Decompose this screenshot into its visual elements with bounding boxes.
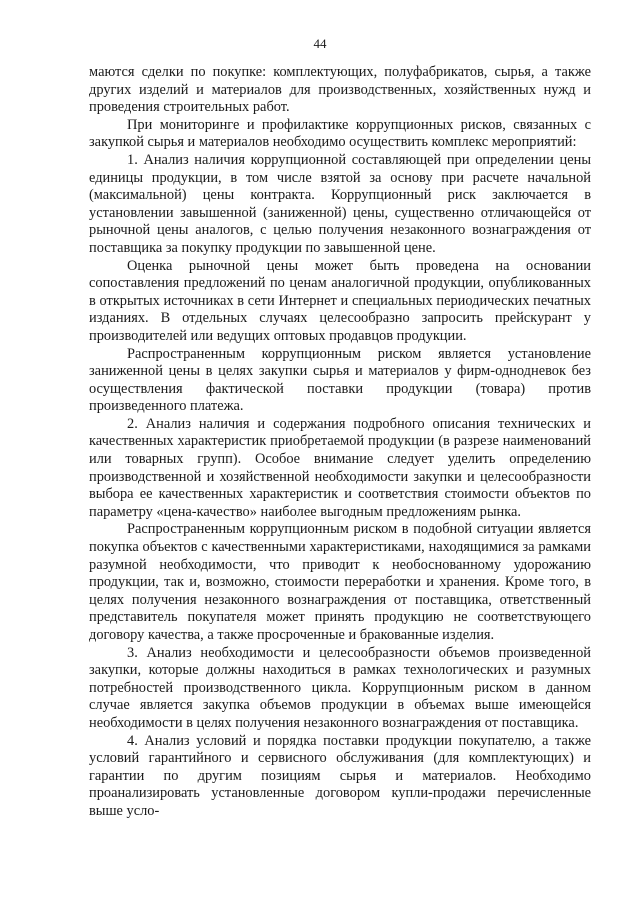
paragraph-risk-quality: Распространенным коррупционным риском в подобной ситуации является покупка объектов с качественными характеристиками, находящимися за рамками разумной необходимости, что приводит к необоснованному удорожанию продукции, так и, возможно, стоимости переработки и хранения. Кроме того, в целях получения незаконного вознаграждения от поставщика, ответственный представитель покупателя может принять продукцию не соответствующего договору качества, а также просроченные и бракованные изделия.	[89, 521, 591, 643]
page-body	[89, 64, 591, 821]
paragraph-risk-underpricing: Распространенным коррупционным риском является установление заниженной цены в целях закупки сырья и материалов у фирм-однодневок без осуществления фактической поставки продукции (товара) против произведенного платежа.	[89, 345, 591, 415]
paragraph-continuation: мaются сделки по покупке: комплектующих, полуфабрикатов, сырья, а также других изделий и материалов для производственных, хозяйственных нужд и проведения строительных работ.	[89, 64, 591, 116]
paragraph-item-4: 4. Анализ условий и порядка поставки продукции покупателю, а также условий гарантийного и сервисного обслуживания (для комплектующих) и гарантии по другим позициям сырья и материалов. Необходимо проанализировать установленные договором купли-продажи перечисленные выше усло-	[89, 732, 591, 819]
paragraph-item-3: 3. Анализ необходимости и целесообразности объемов произведенной закупки, которые должны находиться в рамках технологических и разумных потребностей производственного цикла. Коррупционным риском в данном случае является закупка объемов продукции в объемах выше имеющейся необходимости в целях получения незаконного вознаграждения от поставщика.	[89, 644, 591, 731]
paragraph-intro-measures: При мониторинге и профилактике коррупционных рисков, связанных с закупкой сырья и материалов необходимо осуществить комплекс мероприятий:	[89, 116, 591, 151]
paragraph-item-1: 1. Анализ наличия коррупционной составляющей при определении цены единицы продукции, в том числе взятой за основу при расчете начальной (максимальной) цены контракта. Коррупционный риск заключается в установлении завышенной (заниженной) цены, существенно отличающейся от рыночной цены аналогов, с целью получения незаконного вознаграждения от поставщика за покупку продукции по завышенной цене.	[89, 151, 591, 256]
paragraph-item-2: 2. Анализ наличия и содержания подробного описания технических и качественных характеристик приобретаемой продукции (в разрезе наименований или товарных групп). Особое внимание следует уделить определению производственной и хозяйственной необходимости закупки и целесообразности выбора ее качественных характеристик и соответствия стоимости объектов по параметру «цена-качество» наиболее выгодным предложениям рынка.	[89, 415, 591, 520]
page-number: 44	[313, 36, 327, 51]
paragraph-market-price: Оценка рыночной цены может быть проведена на основании сопоставления предложений по ценам аналогичной продукции, опубликованных в открытых источниках в сети Интернет и специальных периодических печатных изданиях. В отдельных случаях целесообразно запросить прейскурант у производителей или ведущих оптовых продавцов продукции.	[89, 257, 591, 344]
